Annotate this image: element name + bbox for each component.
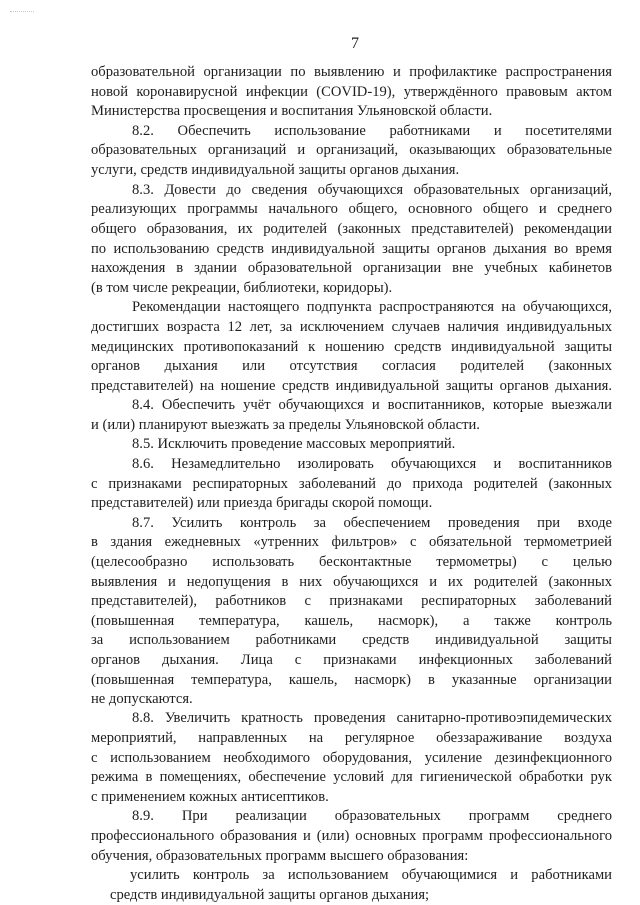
- text-line: за использованием работниками средств индивидуальной защиты: [91, 632, 612, 648]
- text-line: представителей) или приезда бригады скорой помощи.: [91, 495, 433, 511]
- text-line: обучения, образовательных программ высшего образования:: [91, 848, 469, 864]
- page-number: 7: [351, 35, 359, 52]
- text-line: реализующих программы начального общего, основного общего и среднего: [91, 201, 612, 217]
- paragraph-first-line: 8.9. При реализации образовательных программ среднего: [132, 808, 612, 824]
- text-line: мероприятий, направленных на регулярное обеззараживание воздуха: [91, 730, 612, 746]
- text-line: представителей) на ношение средств индивидуальной защиты органов дыхания.: [91, 378, 612, 394]
- text-line: режима в помещениях, обеспечение условий для гигиенической обработки рук: [91, 769, 612, 785]
- text-line: профессионального образования и (или) основных программ профессионального: [91, 828, 612, 844]
- text-line: (целесообразно использовать бесконтактные термометры) с целью: [91, 554, 612, 570]
- text-line: представителей), работников с признаками респираторных заболеваний: [91, 593, 612, 609]
- text-line: достигших возраста 12 лет, за исключением случаев наличия индивидуальных: [91, 319, 612, 335]
- text-line: образовательных организаций и организаций, оказывающих образовательные: [91, 142, 612, 158]
- text-line: общего образования, их родителей (законных представителей) рекомендации: [91, 221, 612, 237]
- text-line: с использованием необходимого оборудования, усиление дезинфекционного: [91, 750, 612, 766]
- paragraph-first-line: 8.3. Довести до сведения обучающихся образовательных организаций,: [132, 182, 612, 198]
- text-line: не допускаются.: [91, 691, 193, 707]
- text-line: и (или) планируют выезжать за пределы Ульяновской области.: [91, 417, 480, 433]
- text-line: (повышенная температура, кашель, насморк) в указанные организации: [91, 672, 612, 688]
- text-line: новой коронавирусной инфекции (COVID-19), утверждённого правовым актом: [91, 84, 612, 100]
- scan-artifact: [10, 11, 34, 13]
- paragraph-first-line: 8.2. Обеспечить использование работниками и посетителями: [132, 123, 612, 139]
- paragraph-first-line: 8.7. Усилить контроль за обеспечением проведения при входе: [132, 515, 612, 531]
- text-line: органов дыхания или отсутствия согласия родителей (законных: [91, 358, 612, 374]
- text-line: по использованию средств индивидуальной защиты органов дыхания во время: [91, 241, 612, 257]
- paragraph-first-line: Рекомендации настоящего подпункта распространяются на обучающихся,: [132, 299, 612, 315]
- text-line: (в том числе рекреации, библиотеки, коридоры).: [91, 280, 393, 296]
- text-line: образовательной организации по выявлению и профилактике распространения: [91, 64, 612, 80]
- text-line: медицинских противопоказаний к ношению средств индивидуальной защиты: [91, 339, 612, 355]
- paragraph-first-line: усилить контроль за использованием обучающимися и работниками: [130, 867, 612, 883]
- paragraph-first-line: 8.4. Обеспечить учёт обучающихся и воспитанников, которые выезжали: [132, 397, 612, 413]
- text-line: органов дыхания. Лица с признаками инфекционных заболеваний: [91, 652, 612, 668]
- text-line: услуги, средств индивидуальной защиты органов дыхания.: [91, 162, 460, 178]
- text-line: с признаками респираторных заболеваний до прихода родителей (законных: [91, 476, 612, 492]
- text-line: средств индивидуальной защиты органов дыхания;: [110, 887, 430, 903]
- text-line: с применением кожных антисептиков.: [91, 789, 329, 805]
- paragraph-first-line: 8.6. Незамедлительно изолировать обучающихся и воспитанников: [132, 456, 612, 472]
- text-line: Министерства просвещения и воспитания Ульяновской области.: [91, 103, 493, 119]
- text-line: (повышенная температура, кашель, насморк), а также контроль: [91, 613, 612, 629]
- paragraph-first-line: 8.8. Увеличить кратность проведения санитарно-противоэпидемических: [132, 710, 612, 726]
- paragraph-first-line: 8.5. Исключить проведение массовых мероприятий.: [132, 436, 456, 452]
- text-line: в здания ежедневных «утренних фильтров» с обязательной термометрией: [91, 534, 612, 550]
- text-line: нахождения в здании образовательной организации вне учебных кабинетов: [91, 260, 612, 276]
- text-line: выявления и недопущения в них обучающихся и их родителей (законных: [91, 574, 612, 590]
